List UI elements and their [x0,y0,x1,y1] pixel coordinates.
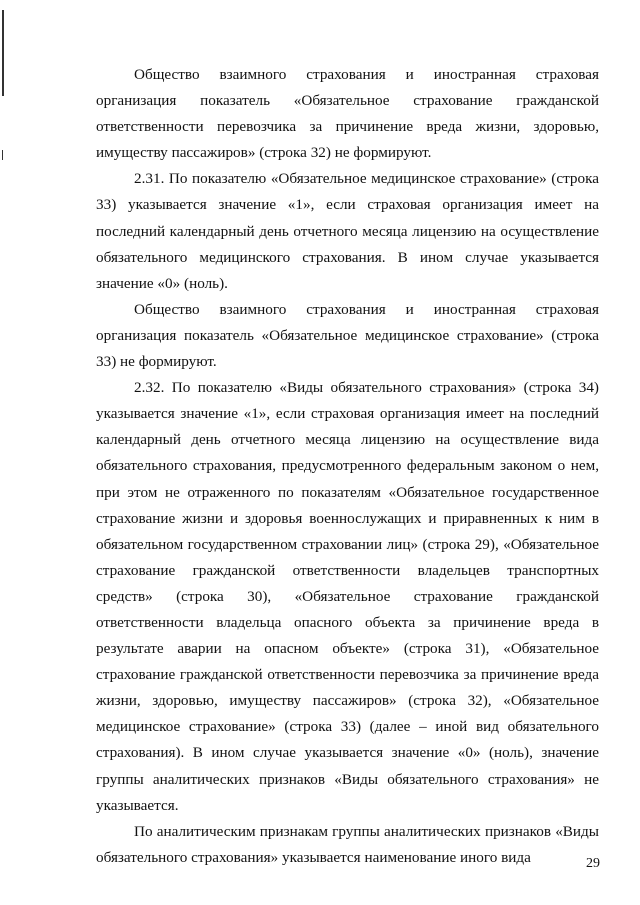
paragraph-mutual-insurance-line-33: Общество взаимного страхования и иностранная страховая организация показатель «Обязательное медицинское страхование» (строка 33) не формируют. [96,300,599,371]
paragraph-2-31-medical-insurance: 2.31. По показателю «Обязательное медицинское страхование» (строка 33) указывается значение «1», если страховая организация имеет на последний календарный день отчетного месяца лицензию на осуществление обязательного медицинского страхования. В ином случае указывается значение «0» (ноль). [96,170,599,292]
scan-edge-mark [2,150,3,160]
page-number: 29 [586,856,600,871]
paragraph-analytical-attributes: По аналитическим признакам группы аналитических признаков «Виды обязательного страхования» указывается наименование иного вида [96,822,599,866]
scan-edge-mark [2,10,4,96]
paragraph-2-32-compulsory-insurance-types: 2.32. По показателю «Виды обязательного страхования» (строка 34) указывается значение «1», если страховая организация имеет на последний календарный день отчетного месяца лицензию на осуществление вида обязательного страхования, предусмотренного федеральным законом о нем, при этом не отраженного по показателям «Обязательное государственное страхование жизни и здоровья военнослужащих и приравненных к ним в обязательном государственном страховании лиц» (строка 29), «Обязательное страхование гражданской ответственности владельцев транспортных средств» (строка 30), «Обязательное страхование гражданской ответственности владельца опасного объекта за причинение вреда в результате аварии на опасном объекте» (строка 31), «Обязательное страхование гражданской ответственности перевозчика за причинение вреда жизни, здоровью, имуществу пассажиров» (строка 32), «Обязательное медицинское страхование» (строка 33) (далее – иной вид обязательного страхования). В ином случае указывается значение «0» (ноль), значение группы аналитических признаков «Виды обязательного страхования» не указывается. [96,379,599,814]
paragraph-mutual-insurance-line-32: Общество взаимного страхования и иностранная страховая организация показатель «Обязательное страхование гражданской ответственности перевозчика за причинение вреда жизни, здоровью, имуществу пассажиров» (строка 32) не формируют. [96,66,599,162]
document-body [96,62,599,871]
